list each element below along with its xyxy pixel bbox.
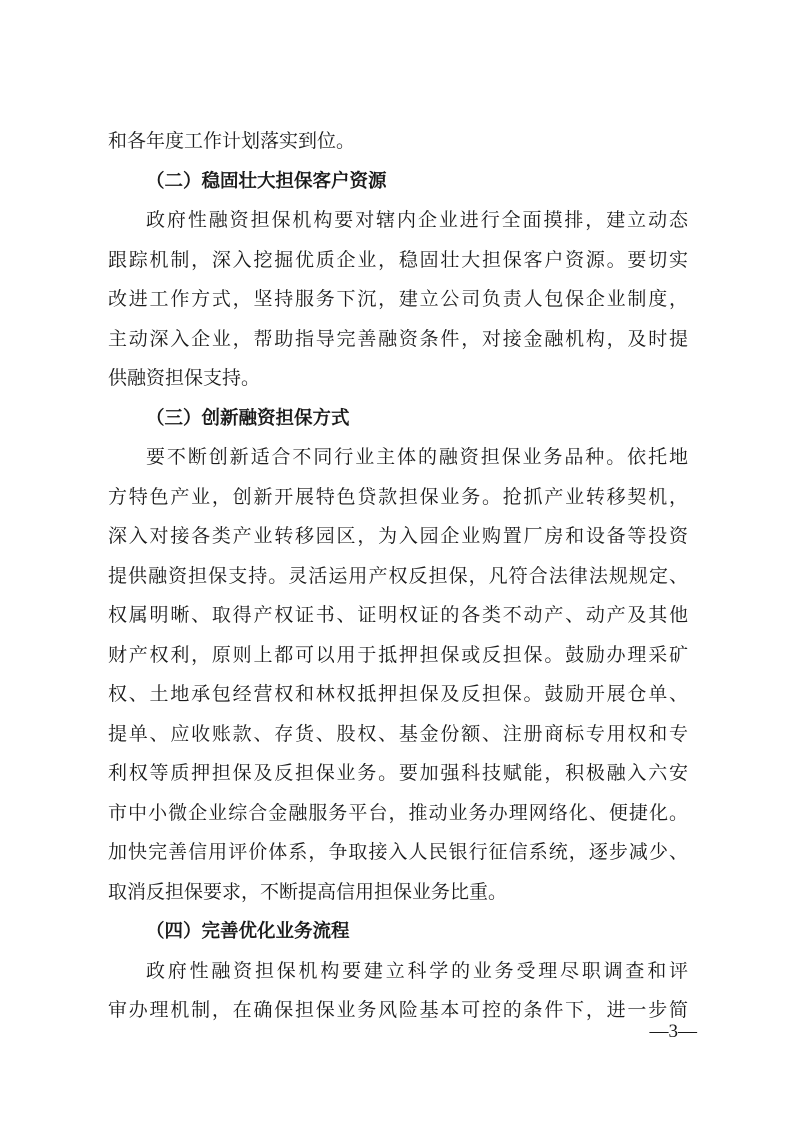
page-number: —3— <box>649 1021 697 1042</box>
text-line: 改进工作方式，坚持服务下沉，建立公司负责人包保企业制度， <box>108 288 688 310</box>
text-line: 取消反担保要求，不断提高信用担保业务比重。 <box>108 880 508 903</box>
text-line: 利权等质押担保及反担保业务。要加强科技赋能，积极融入六安 <box>108 762 688 784</box>
text-line: 主动深入企业，帮助指导完善融资条件，对接金融机构，及时提 <box>108 327 688 350</box>
text-line: 政府性融资担保机构要对辖内企业进行全面摸排，建立动态 <box>146 209 688 231</box>
section-heading: （四）完善优化业务流程 <box>146 921 350 942</box>
text-line: 权属明晰、取得产权证书、证明权证的各类不动产、动产及其他 <box>108 604 688 626</box>
text-line: 深入对接各类产业转移园区，为入园企业购置厂房和设备等投资 <box>108 525 688 547</box>
text-line: 市中小微企业综合金融服务平台，推动业务办理网络化、便捷化。 <box>108 801 688 824</box>
text-line: 政府性融资担保机构要建立科学的业务受理尽职调查和评 <box>146 959 688 982</box>
body-text <box>108 122 688 1031</box>
text-line: 提单、应收账款、存货、股权、基金份额、注册商标专用权和专 <box>108 722 688 745</box>
text-line: 和各年度工作计划落实到位。 <box>108 130 356 152</box>
text-line: 要不断创新适合不同行业主体的融资担保业务品种。依托地 <box>146 446 688 468</box>
section-heading: （二）稳固壮大担保客户资源 <box>146 170 387 192</box>
text-line: 方特色产业，创新开展特色贷款担保业务。抢抓产业转移契机， <box>108 485 688 508</box>
text-line: 跟踪机制，深入挖掘优质企业，稳固壮大担保客户资源。要切实 <box>108 248 688 271</box>
text-line: 提供融资担保支持。灵活运用产权反担保，凡符合法律法规规定、 <box>108 564 688 587</box>
text-line: 加快完善信用评价体系，争取接入人民银行征信系统，逐步减少、 <box>108 841 688 863</box>
section-heading: （三）创新融资担保方式 <box>146 407 350 429</box>
text-line: 审办理机制，在确保担保业务风险基本可控的条件下，进一步简 <box>108 999 688 1021</box>
text-line: 财产权利，原则上都可以用于抵押担保或反担保。鼓励办理采矿 <box>108 643 688 666</box>
text-line: 权、土地承包经营权和林权抵押担保及反担保。鼓励开展仓单、 <box>108 683 688 705</box>
text-line: 供融资担保支持。 <box>108 367 261 389</box>
